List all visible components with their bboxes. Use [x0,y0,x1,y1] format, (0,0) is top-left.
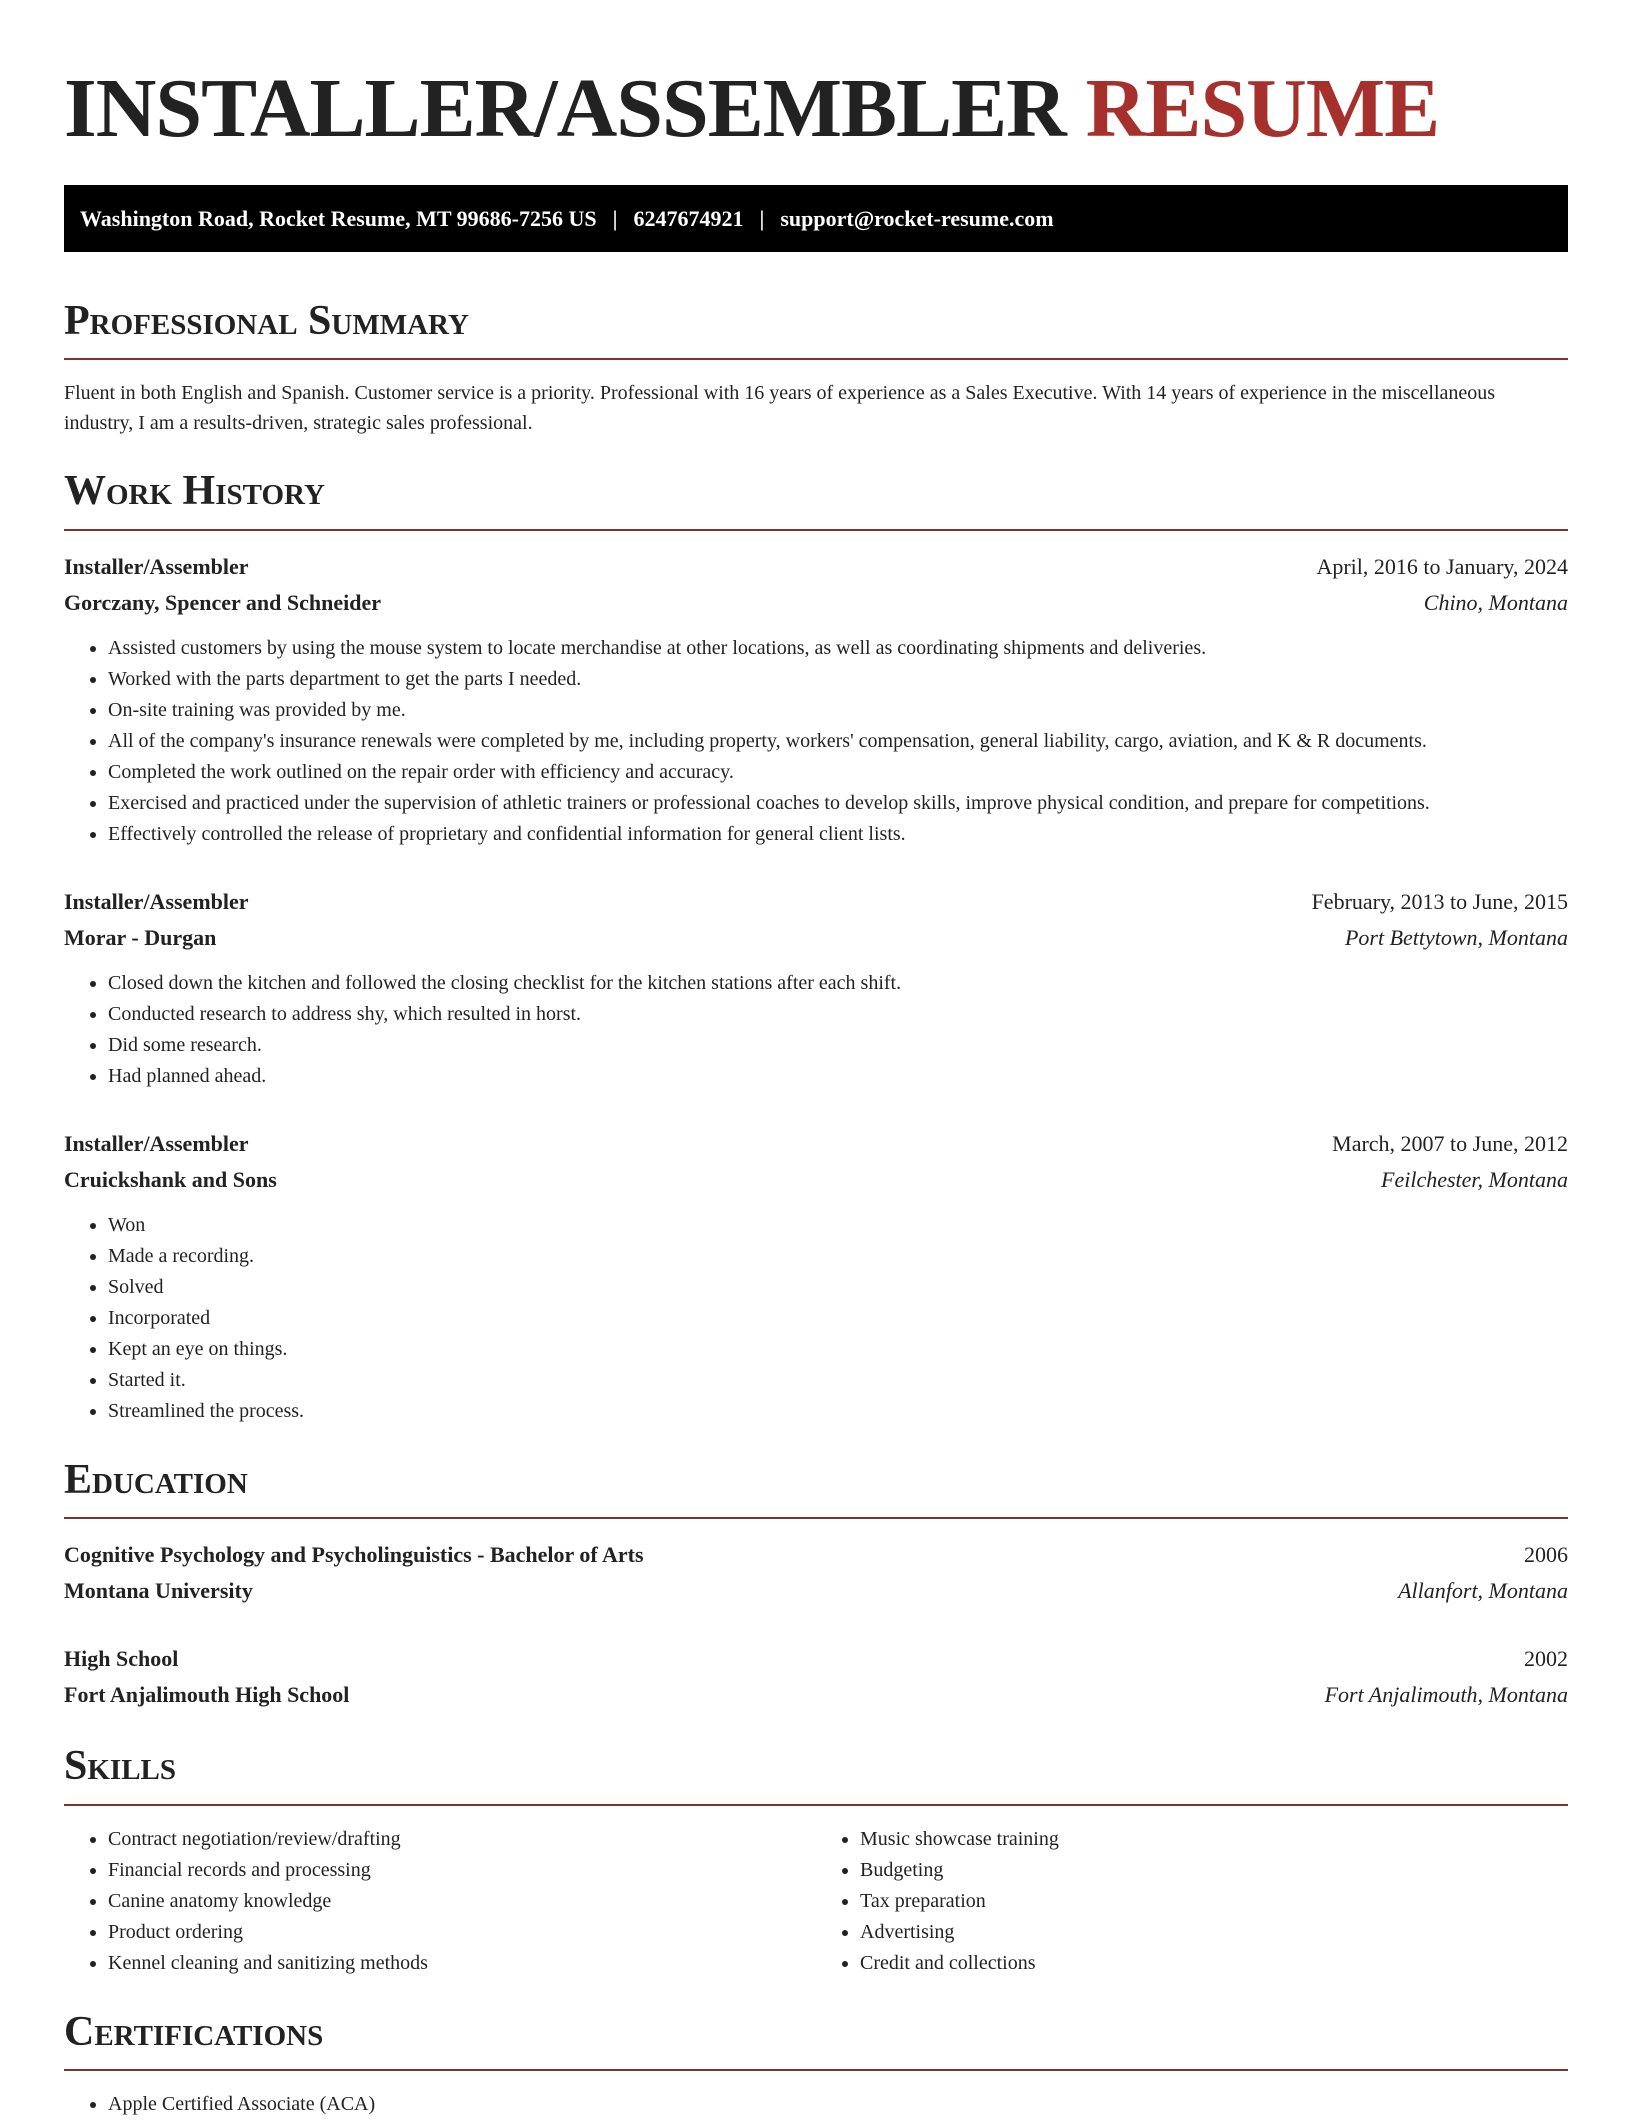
list-item: • Kept an eye on things. [108,1334,1568,1365]
contact-separator: | [759,205,765,231]
skills-section [64,1741,1568,1978]
job-title: Installer/Assembler [64,1130,249,1156]
education-location: Allanfort, Montana [1398,1578,1568,1604]
education-school: Fort Anjalimouth High School [64,1682,350,1708]
certifications-section [64,2007,1568,2120]
list-item: • Closed down the kitchen and followed the closing checklist for the kitchen stations after each shift. [108,968,1568,999]
education-degree: High School [64,1646,179,1672]
job-title: Installer/Assembler [64,888,249,914]
list-item: • Streamlined the process. [108,1396,1568,1427]
contact-email: support@rocket-resume.com [780,205,1054,231]
education-year: 2006 [1524,1542,1568,1568]
education-header-row [64,1641,1568,1677]
section-divider [64,1517,1568,1519]
job-entry [64,884,1568,1092]
job-location: Port Bettytown, Montana [1344,924,1568,950]
job-bullets [64,968,1568,1092]
job-header-row [64,884,1568,920]
job-header-row [64,1126,1568,1162]
section-divider [64,529,1568,531]
summary-section [64,296,1568,438]
education-section [64,1455,1568,1713]
job-location: Chino, Montana [1423,589,1568,615]
list-item: • Started it. [108,1365,1568,1396]
list-item: • Music showcase training [860,1824,1568,1855]
list-item: • Did some research. [108,1030,1568,1061]
list-item: • Had planned ahead. [108,1061,1568,1092]
job-bullets [64,633,1568,850]
job-location: Feilchester, Montana [1381,1166,1568,1192]
education-header-row [64,1537,1568,1573]
section-divider [64,2069,1568,2071]
list-item: • Advertising [860,1917,1568,1948]
skills-columns [64,1824,1568,1979]
list-item: • Apple Certified Associate (ACA) [108,2089,1568,2120]
list-item: • Product ordering [108,1917,816,1948]
list-item: • Solved [108,1272,1568,1303]
section-heading-summary: Professional Summary [64,298,469,344]
section-heading-certifications: Certifications [64,2008,324,2055]
summary-text: Fluent in both English and Spanish. Customer service is a priority. Professional with 16 years of experience as a Sales Executive. With 14 years of experience in the miscellaneous industry, I am a results-driven, strategic sales professional. [64,382,1496,435]
job-header-row [64,549,1568,585]
list-item: • Contract negotiation/review/drafting [108,1824,816,1855]
list-item: • Incorporated [108,1303,1568,1334]
title-accent: RESUME [1085,62,1440,155]
section-divider [64,1804,1568,1806]
job-dates: April, 2016 to January, 2024 [1316,553,1568,579]
section-heading-skills: Skills [64,1743,177,1790]
list-item: • Effectively controlled the release of proprietary and confidential information for general client lists. [108,819,1568,850]
education-entry [64,1641,1568,1713]
job-title: Installer/Assembler [64,553,249,579]
list-item: • Won [108,1210,1568,1241]
job-dates: March, 2007 to June, 2012 [1332,1130,1568,1156]
list-item: • Credit and collections [860,1948,1568,1979]
contact-bar [64,185,1568,252]
job-dates: February, 2013 to June, 2015 [1311,888,1568,914]
section-heading-education: Education [64,1456,248,1503]
skills-list-right [816,1824,1568,1979]
contact-separator: | [612,205,618,231]
education-year: 2002 [1524,1646,1568,1672]
list-item: • Made a recording. [108,1241,1568,1272]
list-item: • Tax preparation [860,1886,1568,1917]
job-bullets [64,1210,1568,1427]
list-item: • Kennel cleaning and sanitizing methods [108,1948,816,1979]
section-divider [64,358,1568,360]
job-company: Gorczany, Spencer and Schneider [64,589,381,615]
list-item: • Completed the work outlined on the repair order with efficiency and accuracy. [108,757,1568,788]
list-item: • Conducted research to address shy, which resulted in horst. [108,999,1568,1030]
list-item: • Financial records and processing [108,1855,816,1886]
contact-address: Washington Road, Rocket Resume, MT 99686-7256 US [80,205,597,231]
skills-list-left [64,1824,816,1979]
job-company-row [64,1162,1568,1198]
education-entry [64,1537,1568,1609]
list-item: • On-site training was provided by me. [108,695,1568,726]
education-school-row [64,1677,1568,1713]
section-heading-work: Work History [64,468,325,515]
job-entry [64,1126,1568,1427]
job-company: Morar - Durgan [64,924,217,950]
job-company: Cruickshank and Sons [64,1166,277,1192]
contact-phone: 6247674921 [633,205,744,231]
list-item: • Exercised and practiced under the supervision of athletic trainers or professional coaches to develop skills, improve physical condition, and prepare for competitions. [108,788,1568,819]
list-item: • Budgeting [860,1855,1568,1886]
education-degree: Cognitive Psychology and Psycholinguistics - Bachelor of Arts [64,1542,644,1568]
education-school: Montana University [64,1578,253,1604]
list-item: • Assisted customers by using the mouse system to locate merchandise at other locations, as well as coordinating shipments and deliveries. [108,633,1568,664]
certifications-list [64,2089,1568,2120]
list-item: • Canine anatomy knowledge [108,1886,816,1917]
job-entry [64,549,1568,850]
work-history-section [64,466,1568,1426]
education-location: Fort Anjalimouth, Montana [1324,1682,1568,1708]
list-item: • Worked with the parts department to get the parts I needed. [108,664,1568,695]
job-company-row [64,920,1568,956]
title-main: INSTALLER/ASSEMBLER [64,62,1066,155]
list-item: • All of the company's insurance renewals were completed by me, including property, workers' compensation, general liability, cargo, aviation, and K & R documents. [108,726,1568,757]
job-company-row [64,585,1568,621]
resume-title [64,56,1568,161]
education-school-row [64,1573,1568,1609]
